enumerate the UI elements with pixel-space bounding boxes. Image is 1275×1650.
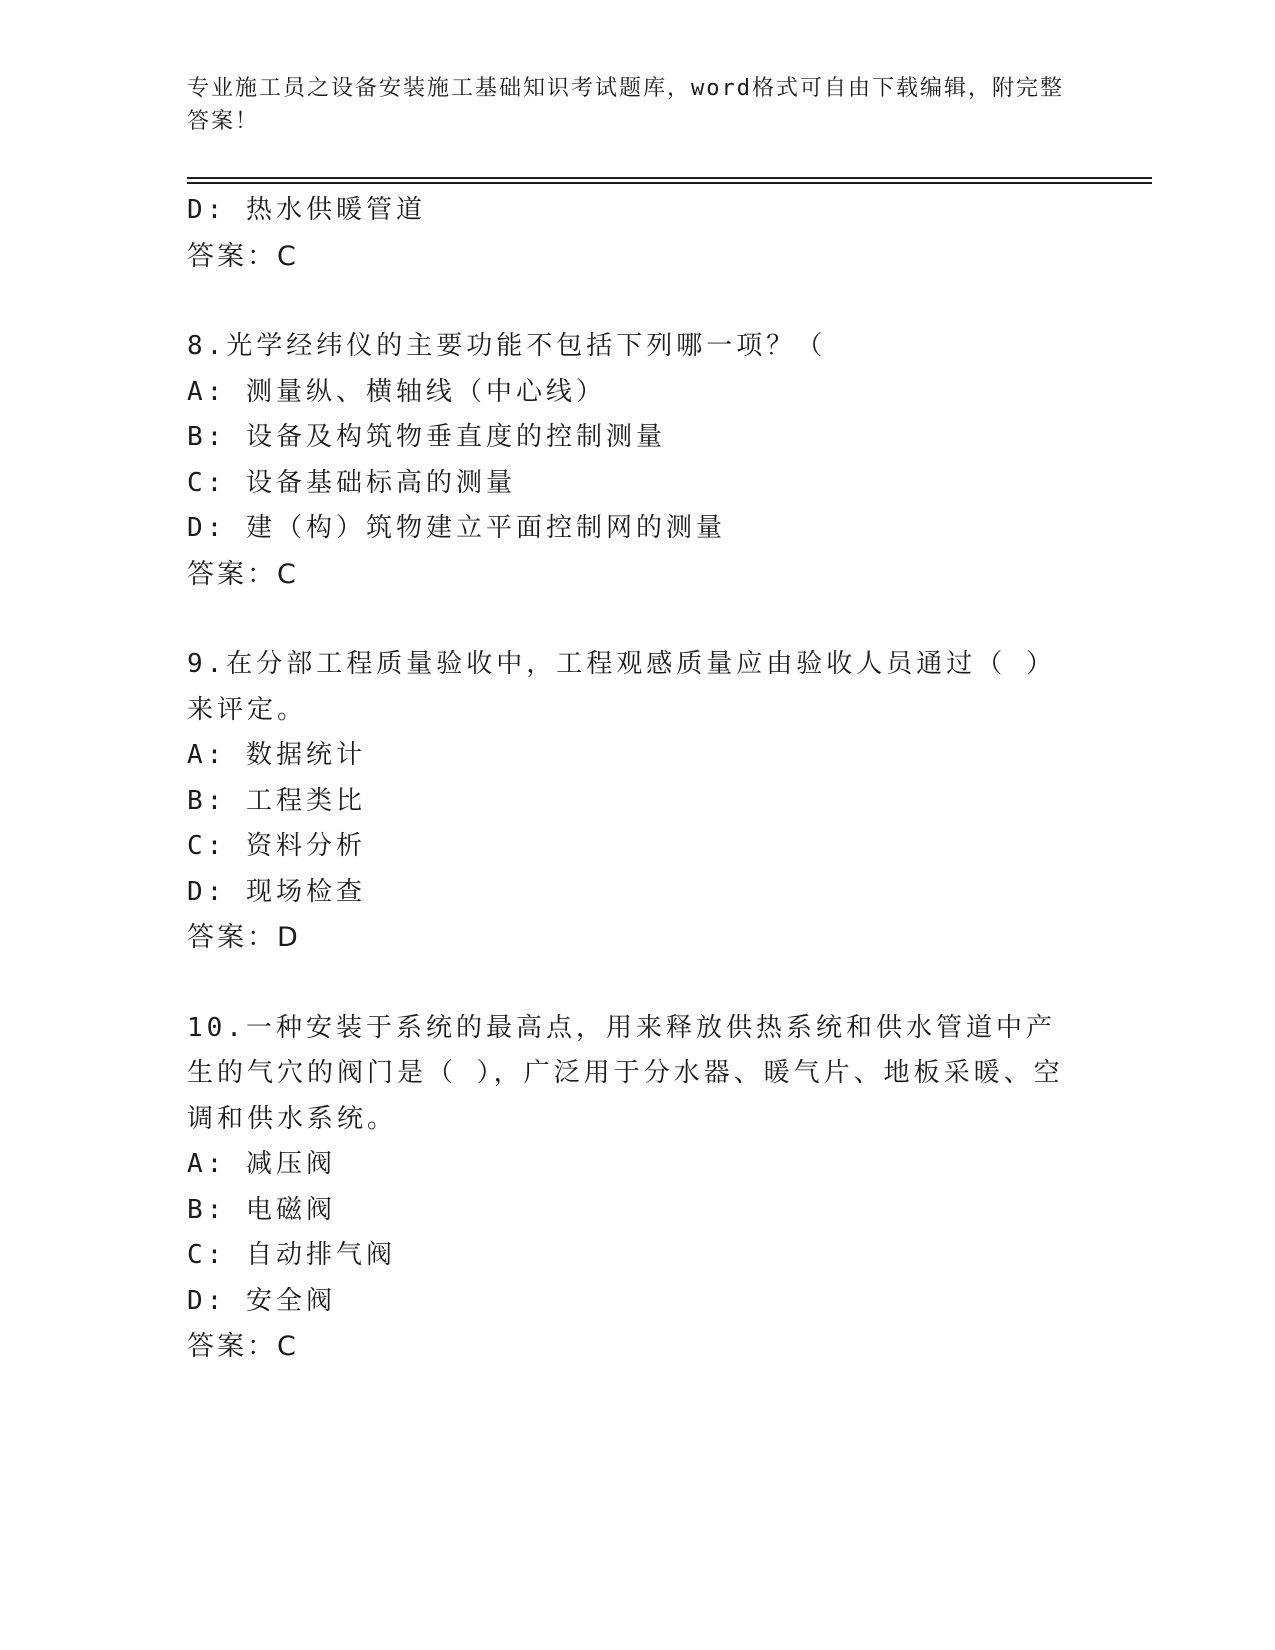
question-8-option-a: A: 测量纵、横轴线（中心线） [187,376,606,407]
question-8-option-b: B: 设备及构筑物垂直度的控制测量 [187,422,666,452]
question-8-option-d: D: 建（构）筑物建立平面控制网的测量 [187,513,726,543]
question-9-answer: 答案：D [187,922,301,953]
question-10-option-d: D: 安全阀 [187,1285,336,1316]
question-9-stem: 9.在分部工程质量验收中，工程观感质量应由验收人员通过（ ）来评定。 [187,649,1056,725]
header-title: 专业施工员之设备安装施工基础知识考试题库，word格式可自由下载编辑，附完整答案！ [187,76,1064,134]
spacer [187,961,1077,1006]
question-content [187,188,1077,1370]
prev-option-d: D: 热水供暖管道 [187,195,426,225]
prev-answer: 答案：C [187,240,299,272]
header-rule-bottom [187,182,1152,184]
question-10-option-b: B: 电磁阀 [187,1194,336,1225]
spacer [187,279,1077,324]
question-8-stem: 8.光学经纬仪的主要功能不包括下列哪一项？（ [187,331,827,361]
header-rule-top [187,177,1152,179]
question-9-option-c: C: 资料分析 [187,831,366,861]
question-10-stem: 10.一种安装于系统的最高点，用来释放供热系统和供水管道中产生的气穴的阀门是（ ），广泛用于分水器、暖气片、地板采暖、空调和供水系统。 [187,1012,1064,1134]
question-9-option-b: B: 工程类比 [187,785,366,816]
question-8-option-c: C: 设备基础标高的测量 [187,467,516,498]
question-9-option-d: D: 现场检查 [187,876,366,907]
question-10-answer: 答案：C [187,1331,299,1362]
spacer [187,597,1077,642]
question-8-answer: 答案：C [187,558,299,590]
question-10-option-a: A: 减压阀 [187,1149,336,1179]
question-9-option-a: A: 数据统计 [187,740,366,770]
question-10-option-c: C: 自动排气阀 [187,1240,396,1270]
